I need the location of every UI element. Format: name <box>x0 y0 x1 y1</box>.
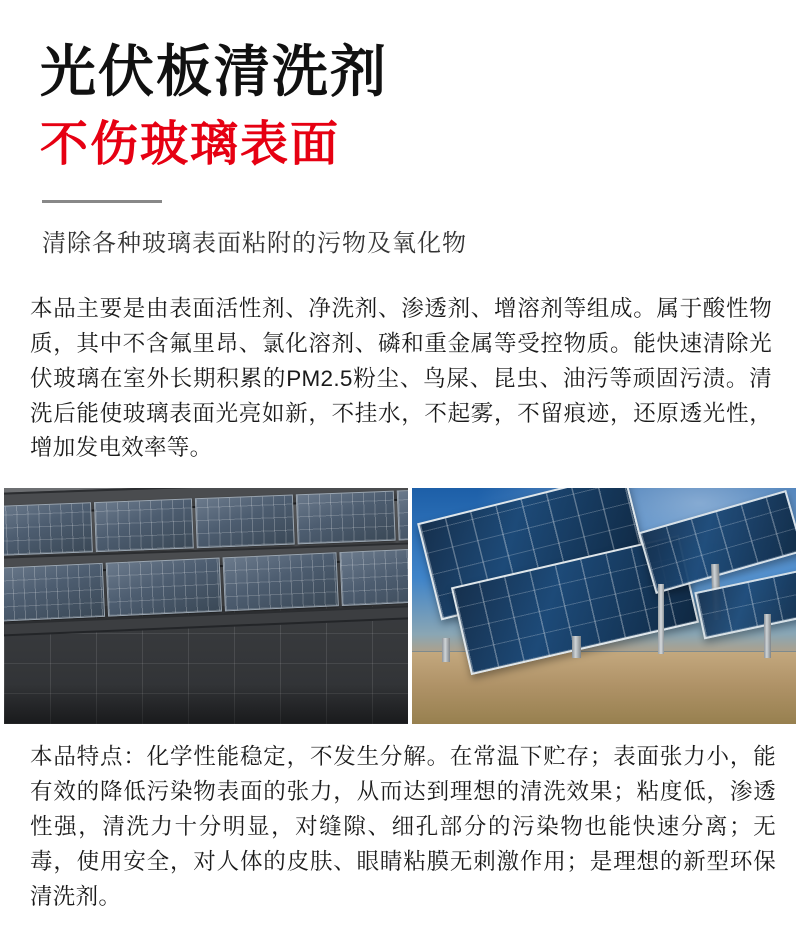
solar-panel <box>223 553 339 612</box>
product-features: 本品特点：化学性能稳定，不发生分解。在常温下贮存；表面张力小，能有效的降低污染物表面的张力，从而达到理想的清洗效果；粘度低，渗透性强，清洗力十分明显，对缝隙、细孔部分的污染物也能快速分离；无毒，使用安全，对人体的皮肤、眼睛粘膜无刺激作用；是理想的新型环保清洗剂。 <box>30 744 776 909</box>
tracker-post <box>764 614 771 658</box>
tracker-post <box>572 636 581 658</box>
solar-panel <box>397 488 408 540</box>
product-description: 本品主要是由表面活性剂、净洗剂、渗透剂、增溶剂等组成。属于酸性物质，其中不含氟里昂、氯化溶剂、磷和重金属等受控物质。能快速清除光伏玻璃在室外长期积累的PM2.5粉尘、鸟屎、昆虫、油污等顽固污渍。清洗后能使玻璃表面光亮如新，不挂水，不起雾，不留痕迹，还原透光性，增加发电效率等。 <box>30 295 772 461</box>
divider <box>42 200 162 203</box>
tracker-post <box>442 638 450 662</box>
photo-gallery <box>0 488 800 724</box>
solar-panel <box>4 563 105 622</box>
solar-panel <box>339 547 408 606</box>
solar-panel <box>195 495 295 549</box>
solar-panel <box>106 558 222 617</box>
page-subtitle: 不伤玻璃表面 <box>40 118 341 172</box>
tagline: 清除各种玻璃表面粘附的污物及氧化物 <box>42 229 467 257</box>
solar-panel <box>4 503 93 557</box>
solar-panel <box>296 491 396 545</box>
solar-tracker-array-photo <box>412 488 796 724</box>
title-block <box>0 0 800 258</box>
page-title: 光伏板清洗剂 <box>40 40 388 103</box>
rooftop-floor-shadow <box>4 684 408 724</box>
tracker-post <box>658 584 664 654</box>
solar-panel <box>94 499 194 553</box>
rooftop-solar-panel-array-photo <box>4 488 408 724</box>
